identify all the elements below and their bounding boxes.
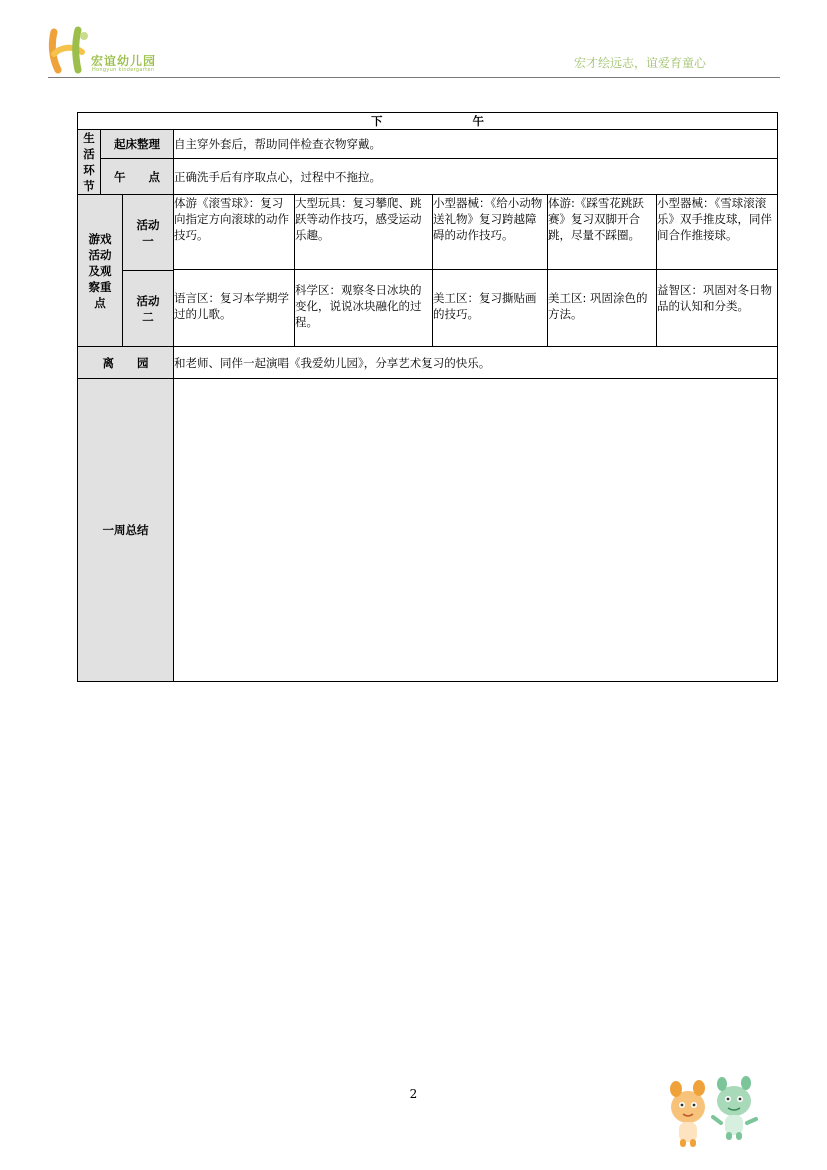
- table-row: [78, 113, 778, 130]
- afternoon-header-right: 午: [472, 113, 485, 128]
- logo-icon: [48, 26, 92, 74]
- page-number: 2: [409, 1087, 418, 1101]
- activity1-cell: 体游:《踩雪花跳跃赛》复习双脚开合跳，尽量不踩圈。: [548, 195, 657, 270]
- table-row: [78, 159, 778, 195]
- leave-label: 离 园: [78, 347, 174, 379]
- page-header: [48, 26, 780, 78]
- kindergarten-logo: [48, 26, 173, 76]
- afternoon-header: [78, 113, 778, 130]
- game-section-text: 游戏活动及观察重点: [88, 231, 112, 310]
- afternoon-header-left: 下: [371, 113, 383, 128]
- activity2-label: 活动二: [136, 293, 160, 324]
- table-row: [78, 270, 778, 347]
- wake-text: 自主穿外套后，帮助同伴检查衣物穿戴。: [174, 130, 778, 159]
- school-slogan: 宏才绘远志，谊爱育童心: [573, 56, 706, 70]
- life-section-label: [78, 130, 101, 195]
- afternoon-plan-table: [77, 112, 778, 682]
- table-row: [78, 347, 778, 379]
- activity1-cell: 小型器械：《给小动物送礼物》复习跨越障碍的动作技巧。: [433, 195, 548, 270]
- activity1-label: 活动一: [136, 217, 160, 248]
- activity2-cell: 美工区: 巩固涂色的方法。: [548, 270, 657, 347]
- logo-subtitle: Hongyun kindergarten: [92, 67, 155, 73]
- summary-content[interactable]: [174, 379, 778, 682]
- summary-label: 一周总结: [78, 379, 174, 682]
- activity1-cell: 体游《滚雪球》：复习向指定方向滚球的动作技巧。: [174, 195, 295, 270]
- activity2-cell: 美工区：复习撕贴画的技巧。: [433, 270, 548, 347]
- activity1-cell: 小型器械：《雪球滚滚乐》双手推皮球，同伴间合作推接球。: [657, 195, 778, 270]
- leave-text: 和老师、同伴一起演唱《我爱幼儿园》，分享艺术复习的快乐。: [174, 347, 778, 379]
- mascot-decoration: [666, 1075, 766, 1150]
- game-section-label: [78, 195, 174, 347]
- activity1-cell: 大型玩具：复习攀爬、跳跃等动作技巧，感受运动乐趣。: [295, 195, 433, 270]
- table-row: [78, 195, 778, 270]
- logo-text: 宏谊幼儿园: [91, 54, 157, 68]
- table-row: [78, 130, 778, 159]
- mascot-icon: [666, 1075, 766, 1150]
- snack-text: 正确洗手后有序取点心，过程中不拖拉。: [174, 159, 778, 195]
- wake-label: 起床整理: [101, 130, 174, 159]
- activity2-cell: 语言区：复习本学期学过的儿歌。: [174, 270, 295, 347]
- table-row: [78, 379, 778, 682]
- activity2-cell: 益智区：巩固对冬日物品的认知和分类。: [657, 270, 778, 347]
- life-section-text: 生活环节: [83, 131, 95, 193]
- snack-label: 午 点: [101, 159, 174, 195]
- header-divider: [48, 77, 780, 78]
- activity2-cell: 科学区：观察冬日冰块的变化，说说冰块融化的过程。: [295, 270, 433, 347]
